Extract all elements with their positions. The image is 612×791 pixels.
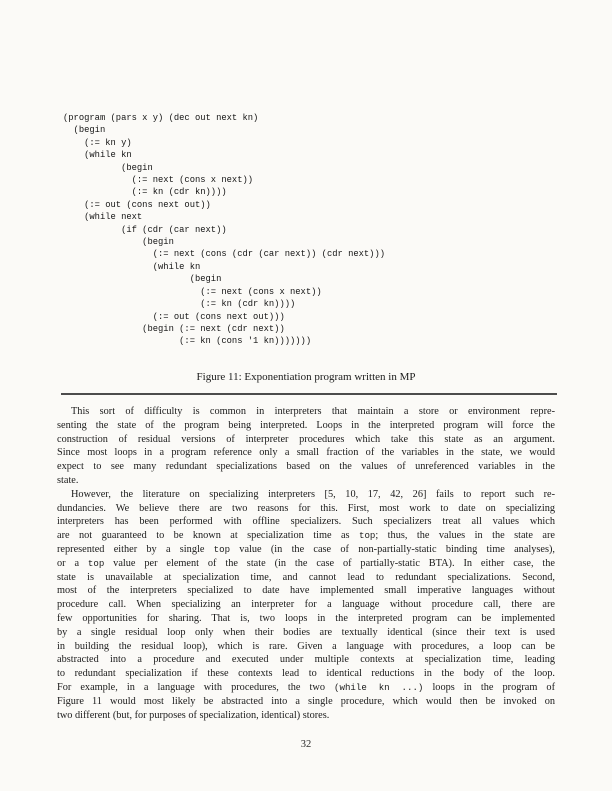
text-segment: few opportunities for sharing. That is, two loops in the interpreted program can be implemented: [57, 612, 555, 624]
paragraph: [57, 405, 555, 488]
text-segment: loops in the program of: [423, 681, 556, 693]
text-line: [57, 460, 555, 474]
code-line: (while next: [63, 212, 143, 223]
page-number: 32: [300, 739, 312, 750]
code-line: (:= kn (cdr kn)))): [63, 187, 227, 198]
figure-caption: Figure 11: Exponentiation program written in MP: [196, 371, 416, 383]
text-line: [57, 653, 555, 667]
text-segment: state.: [57, 474, 79, 486]
text-segment: represented either by a single: [57, 543, 214, 555]
text-segment: most of the interpreters specialized to date have implemented small imperative languages without: [57, 585, 555, 597]
text-line: [57, 543, 555, 557]
text-segment: ; thus, the values in the state are: [375, 530, 555, 542]
text-line: [57, 488, 555, 502]
code-line: (:= kn (cdr kn)))): [63, 299, 296, 310]
code-line: (begin (:= next (cdr next)): [63, 323, 285, 334]
text-segment: For example, in a language with procedures, the two: [57, 681, 335, 693]
code-line: (:= next (cons x next)): [63, 286, 322, 297]
text-line: [57, 695, 555, 709]
text-segment: Figure 11 would most likely be abstracted into a single procedure, which would then be invoked on: [57, 695, 555, 707]
text-line: [57, 433, 555, 447]
text-line: [57, 529, 555, 543]
text-segment: two different (but, for purposes of specialization, identical) stores.: [57, 709, 330, 721]
text-line: [57, 584, 555, 598]
text-segment: However, the literature on specializing interpreters [5, 10, 17, 42, 26] fails to report such re-: [71, 488, 555, 500]
inline-code: (while kn ...): [334, 681, 424, 693]
code-line: (:= next (cons (cdr (car next)) (cdr next))): [63, 249, 386, 260]
text-line: [57, 446, 555, 460]
inline-code: top: [359, 530, 376, 542]
text-line: [57, 419, 555, 433]
text-segment: state is unavailable at specialization time, and cannot lead to redundant specializations. Second,: [57, 571, 555, 583]
text-segment: abstracted into a procedure and executed under multiple contexts at specialization time, leading: [57, 654, 555, 666]
text-segment: Since most loops in a program reference only a small fraction of the variables in the state, we would: [57, 447, 555, 459]
text-segment: in building the residual loop), which is rare. Given a language with procedures, a loop can be: [57, 640, 555, 652]
text-segment: construction of residual versions of interpreter procedures which take this state as an argument.: [57, 433, 555, 445]
text-line: [57, 515, 555, 529]
code-line: (:= next (cons x next)): [63, 175, 254, 186]
inline-code: top: [87, 557, 105, 569]
text-segment: value per element of the state (in the case of partially-static BTA). In either case, the: [104, 557, 555, 569]
text-line: [57, 405, 555, 419]
text-line: [57, 557, 555, 571]
text-line: [57, 598, 555, 612]
code-line: (:= out (cons next out)): [63, 199, 211, 210]
text-segment: dundancies. We believe there are two reasons for this. First, most work to date on specializing: [57, 502, 555, 514]
text-line: [57, 571, 555, 585]
code-line: (:= out (cons next out))): [63, 311, 285, 322]
code-line: (program (pars x y) (dec out next kn): [63, 113, 259, 123]
text-segment: expect to see many redundant specializations based on the values of unreferenced variables in the: [57, 461, 555, 473]
figure-divider-rule: [61, 393, 557, 395]
text-line: [57, 667, 555, 681]
text-segment: interpreters has been performed with offline specializers. Such specializers treat all values which: [57, 516, 555, 528]
text-line: [57, 640, 555, 654]
code-line: (:= kn (cons '1 kn))))))): [63, 336, 312, 347]
text-segment: This sort of difficulty is common in interpreters that maintain a store or environment repre-: [71, 406, 555, 417]
text-segment: senting the state of the program being interpreted. Loops in the interpreted program will force the: [57, 419, 555, 431]
code-line: (:= kn y): [63, 137, 132, 148]
text-line: [57, 626, 555, 640]
paragraph: [57, 488, 555, 723]
text-segment: value (in the case of non-partially-static binding time analyses),: [230, 543, 555, 555]
inline-code: top: [213, 543, 231, 555]
text-line: [57, 474, 555, 488]
text-segment: procedure call. When specializing an interpreter for a language without procedure call, there are: [57, 599, 555, 611]
text-segment: to redundant specialization if these contexts lead to identical reductions in the body of the loop.: [57, 668, 555, 680]
code-line: (while kn: [63, 150, 132, 161]
text-line: [57, 709, 555, 723]
code-block: [63, 112, 385, 348]
text-line: [57, 612, 555, 626]
text-line: [57, 502, 555, 516]
code-line: (begin: [63, 162, 153, 173]
text-segment: or a: [57, 557, 88, 569]
text-line: [57, 681, 555, 695]
code-line: (while kn: [63, 261, 201, 272]
text-segment: by a single residual loop only when their bodies are textually identical (since their text is used: [57, 626, 555, 638]
code-line: (if (cdr (car next)): [63, 224, 227, 235]
body-text: [57, 405, 555, 722]
code-line: (begin: [63, 125, 106, 136]
code-line: (begin: [63, 237, 174, 248]
code-line: (begin: [63, 274, 222, 285]
text-segment: are not guaranteed to be known at specialization time as: [57, 530, 359, 542]
